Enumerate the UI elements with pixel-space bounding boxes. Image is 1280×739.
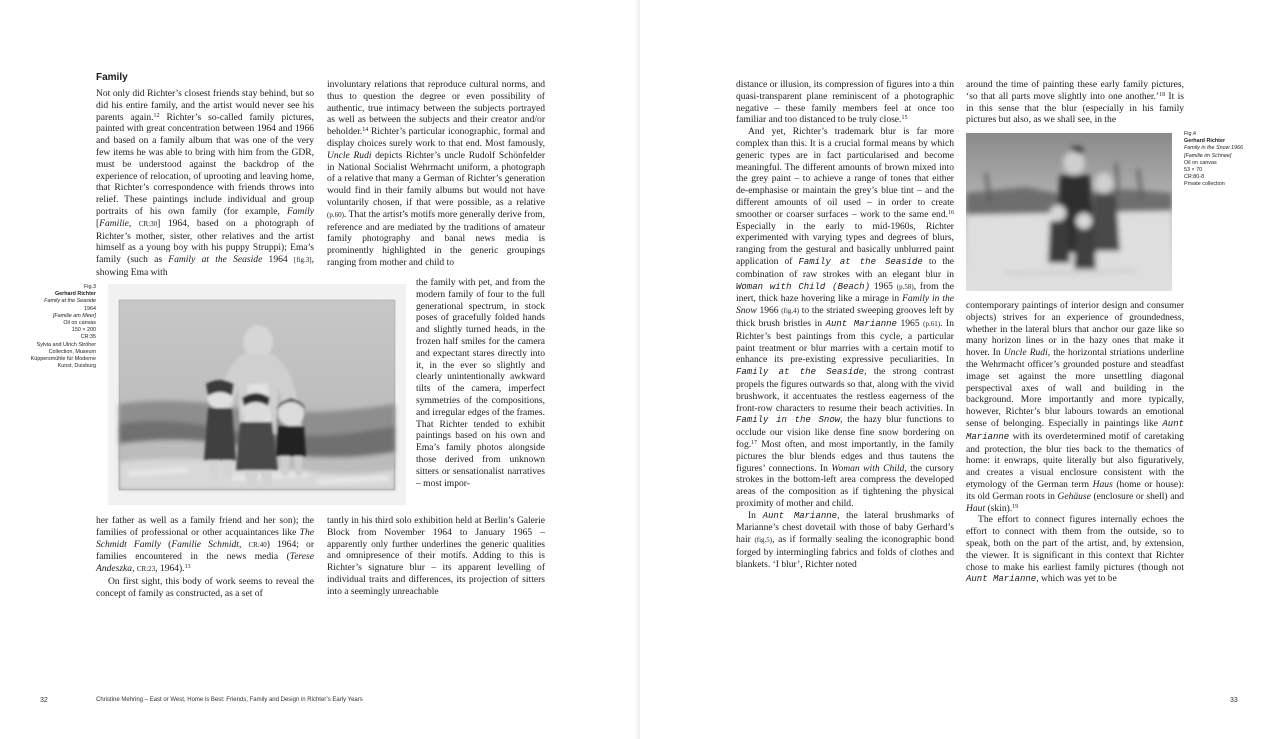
section-heading: Family [96,72,128,83]
page-number-right: 33 [1230,697,1238,704]
column-1-top: Not only did Richter’s closest friends stay behind, but so did his entire family, and the artist would never see his parents again.$^{12}$ Richter’s so-called family pictures, painted with great concentration between 1964 and 1966 and based on a family album that was one of the very few items he was able to bring with him from the GDR, must be understood against the backdrop of the experience of relocation, of uprooting and leaving home, that Richter’s correspondence with friends throws into relief. These paintings include individual and group portraits of his own family (for example, Family [Familie, CR:30] 1964, based on a photograph of Richter’s mother, sister, other relatives and the artist himself as a young boy with his puppy Struppi); Ema’s family (such as Family at the Seaside 1964 [fig.3], showing Ema with [96,88,314,278]
figure-3-painting [108,284,406,505]
column-3: distance or illusion, its compression of figures into a thin quasi-transparent plane reminiscent of a photographic negative – these family members feel at once too familiar and too distanced to be truly close.$^{15}$ And yet, Richter’s trademark blur is far more complex than this. It is a crucial formal means by which generic types are in fact particularised and become meaningful. The different amounts of brown mixed into the grey paint – to achieve a range of tones that either de-emphasise or maintain the grey’s blue tint – and the different amounts of oil used – in order to create smoother or coarser surfaces – work to the same end.$^{16}$ Especially in the early to mid-1960s, Richter experimented with varying types and degrees of blurs, ranging from the gestural and basically unblurred paint application of Family at the Seaside to the combination of raw strokes with an elegant blur in Woman with Child (Beach) 1965 (p.58), from the inert, thick haze hovering like a mirage in Family in the Snow 1966 (fig.4) to the striated sweeping grooves left by thick brush bristles in Aunt Marianne 1965 (p.61). In Richter’s best paintings from this cycle, a particular paint treatment or blur marries with a certain motif to enhance its pre-existing expressive peculiarities. In Family at the Seaside, the strong contrast propels the figures outwards so that, along with the vivid brushwork, it accentuates the restless eagerness of the front-row characters to resume their beach activities. In Family in the Snow, the hazy blur functions to occlude our vision like dense fine snow bordering on fog.$^{17}$ Most often, and most importantly, in the family pictures the blur blends edges and thus tautens the figures’ connections. In Woman with Child, the cursory strokes in the bottom-left area compress the developed areas of the composition as if tightening the physical proximity of mother and child. In Aunt Marianne, the lateral brushmarks of Marianne’s chest dovetail with those of baby Gerhard’s hair (fig.5), as if formally sealing the iconographic bond forged by intermingling fabrics and folds of clothes and blankets. ‘I blur’, Richter noted [736,79,955,570]
figure-3-caption: Fig.3 Gerhard Richter Family at the Seaside 1964 [Familie am Meer] Oil on canvas 150 × 200 CR:35 Sylvia and Ulrich Ströher Collection, Museum Küppersmühle für Moderne Kunst, Duisburg [30,284,96,370]
column-4-top: around the time of painting these early family pictures, ‘so that all parts move slightly into one another.’$^{18}$ It is in this sense that the blur (especially in his family pictures but also, as we shall see, in the [966,79,1184,126]
page-number-left: 32 [40,697,48,704]
running-head: Christine Mehring – East or West, Home is Best: Friends, Family and Design in Richter’s Early Years [96,697,363,703]
column-4-bottom: contemporary paintings of interior design and consumer objects) strives for an experience of groundedness, whether in the lateral blurs that anchor our gaze like so many horizon lines or in the hazy ones that make it hover. In Uncle Rudi, the horizontal striations underline the Wehrmacht officer’s grounded posture and steadfast image set against the more unsettling diagonal perspectival axes of wall and building in the background. More importantly and more typically, however, Richter’s blur labours towards an emotional sense of belonging. Especially in paintings like Aunt Marianne with its overdetermined motif of caretaking and protection, the blur ties back to the thematics of home: it enwraps, quite literally but also figuratively, and creates a visual enclosure consistent with the etymology of the German term Haus (home or house): its old German roots in Gehäuse (enclosure or shell) and Haut (skin).$^{19}$ The effort to connect figures internally echoes the effort to connect with them from the outside, so to speak, both on the part of the artist, and, by extension, the viewer. It is significant in this context that Richter chose to make his earliest family pictures (though not Aunt Marianne, which was yet to be [966,300,1185,585]
family-in-the-snow-image [966,133,1172,291]
column-1-bottom: her father as well as a family friend and her son); the families of professional or other acquaintances like The Schmidt Family (Familie Schmidt, CR:40) 1964; or families encountered in the news media (Terese Andeszka, CR:23, 1964).$^{13}$ On first sight, this body of work seems to reveal the concept of family as constructed, as a set of [96,515,315,599]
figure-4-painting [966,133,1172,291]
column-2-top: involuntary relations that reproduce cultural norms, and thus to question the degree or even possibility of authentic, true intimacy between the subjects portrayed as well as between the subjects and their creator and/or beholder.$^{14}$ Richter’s particular iconographic, formal and display choices surely work to that end. Most famously, Uncle Rudi depicts Richter’s uncle Rudolf Schönfelder in National Socialist Wehrmacht uniform, a photograph of a relative that many a German of Richter’s generation would find in their family albums but would not have voluntarily chosen, if that were possible, as a relative (p.60). That the artist’s motifs more generally derive from, reference and are mediated by the traditions of amateur family photography and banal news media is prominently highlighted in the generic groupings ranging from mother and child to [327,79,545,268]
column-2-narrow: the family with pet, and from the modern family of four to the full generational spectrum, in stock poses of gracefully folded hands and slightly turned heads, in the frozen half smiles for the camera and expectant stares directly into it, in the ever so slightly and clearly unintentionally awkward tilts of the camera, imperfect symmetries of the compositions, and irregular edges of the frames. That Richter tended to exhibit paintings based on his own and Ema’s family photos alongside those derived from unknown sitters or sensationalist narratives – most impor- [416,277,545,489]
family-at-the-seaside-image [108,284,406,505]
column-2-bottom: tantly in his third solo exhibition held at Berlin’s Galerie Block from November 1964 to January 1965 – apparently only further underlines the generic qualities and omnipresence of their motifs. Adding to this is Richter’s signature blur – its apparent levelling of individual traits and differences, its projection of sitters into a seemingly unreachable [327,515,545,597]
figure-4-caption: Fig.4 Gerhard Richter Family in the Snow 1966 [Familie im Schnee] Oil on canvas 53 × 70 CR:80-8 Private collection [1184,131,1244,188]
right-page [640,0,1280,739]
